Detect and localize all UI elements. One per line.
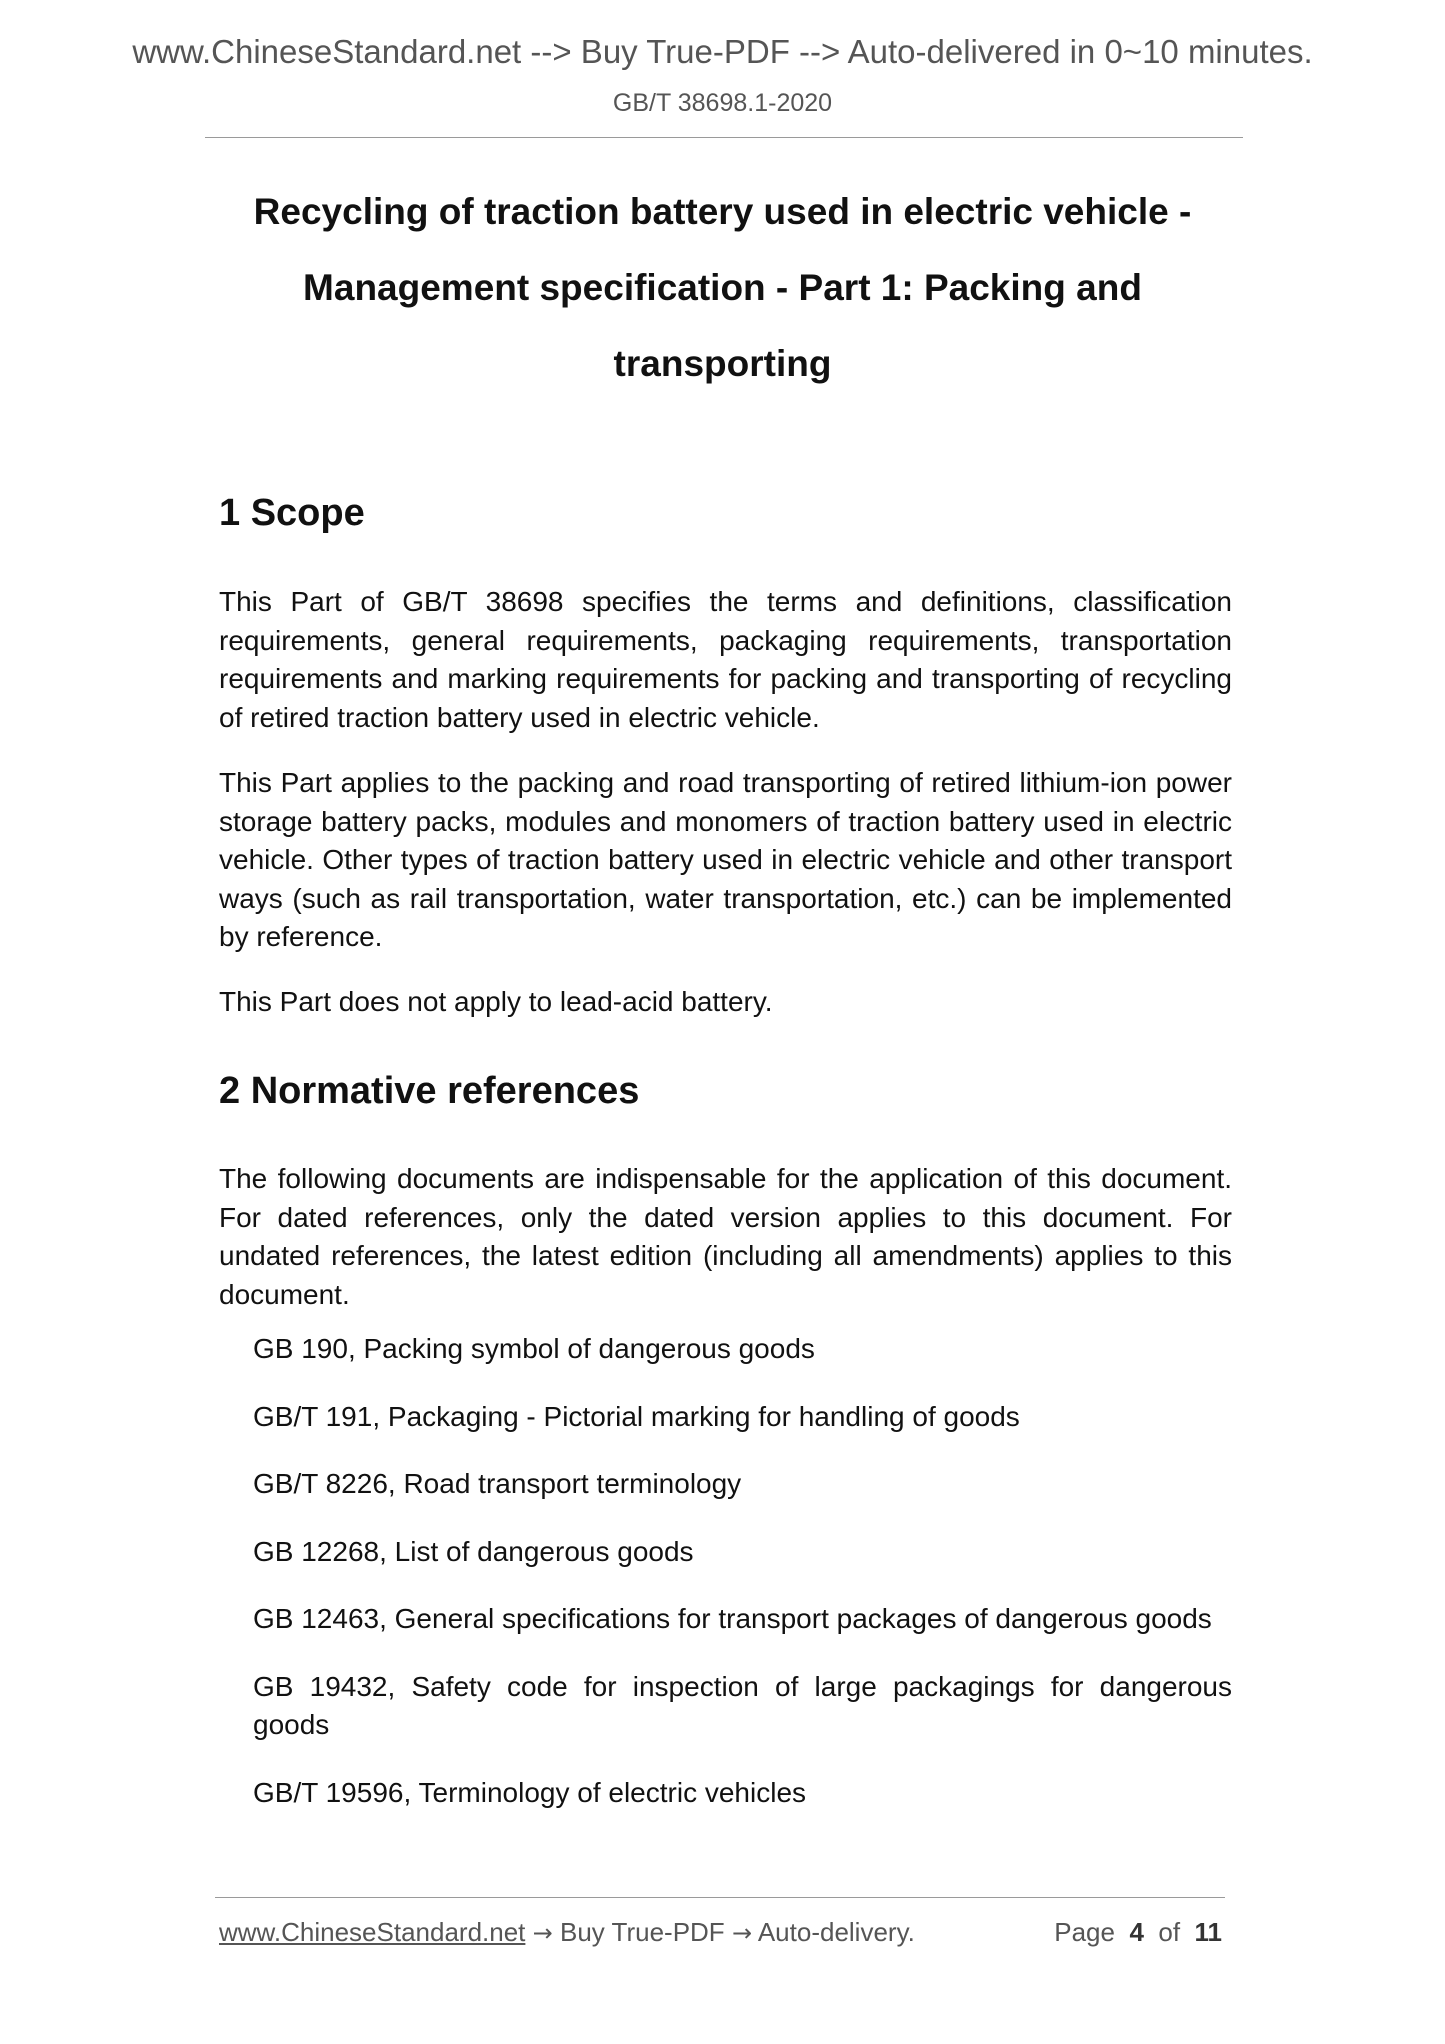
title-line-2: Management specification - Part 1: Packing and <box>303 267 1142 308</box>
footer-promo <box>219 1917 915 1947</box>
footer-divider <box>215 1897 1225 1898</box>
reference-item: GB 190, Packing symbol of dangerous goods <box>253 1333 815 1364</box>
title-line-3: transporting <box>613 343 832 384</box>
footer-site-link[interactable]: www.ChineseStandard.net <box>219 1917 526 1947</box>
reference-item: GB/T 8226, Road transport terminology <box>253 1468 742 1499</box>
page-number: 4 <box>1129 1917 1144 1947</box>
reference-item: GB 12463, General specifications for transport packages of dangerous goods <box>253 1603 1212 1634</box>
normative-references-intro: The following documents are indispensable for the application of this document. For dated references, only the dated version applies to this document. For undated references, the latest edition (including all amendments) applies to this document. <box>219 1163 1232 1310</box>
reference-item: GB/T 191, Packaging - Pictorial marking for handling of goods <box>253 1400 1020 1432</box>
site-banner: www.ChineseStandard.net --> Buy True-PDF --> Auto-delivered in 0~10 minutes. <box>132 33 1313 70</box>
reference-item: GB 12268, List of dangerous goods <box>253 1535 694 1567</box>
scope-paragraph-2: This Part applies to the packing and road transporting of retired lithium-ion power storage battery packs, modules and monomers of traction battery used in electric vehicle. Other types of traction battery used in electric vehicle and other transport ways (such as rail transportation, water transportation, etc.) can be implemented by reference. <box>219 767 1232 952</box>
title-line-1: Recycling of traction battery used in electric vehicle - <box>253 191 1192 232</box>
reference-item: GB 19432, Safety code for inspection of large packagings for dangerous goods <box>253 1670 1232 1740</box>
page-footer <box>219 1915 1232 1950</box>
scope-paragraph-3: This Part does not apply to lead-acid battery. <box>219 986 773 1017</box>
scope-heading: 1 Scope <box>219 492 365 534</box>
document-number: GB/T 38698.1-2020 <box>612 89 833 117</box>
footer-delivery-text: Auto-delivery. <box>757 1917 915 1947</box>
arrow-right-icon: → <box>532 1919 553 1947</box>
footer-buy-text: Buy True-PDF <box>559 1917 725 1947</box>
page-total: 11 <box>1194 1917 1222 1947</box>
reference-item: GB/T 19596, Terminology of electric vehicles <box>253 1776 807 1808</box>
page-label: Page <box>1054 1917 1115 1947</box>
of-label: of <box>1158 1917 1181 1947</box>
scope-paragraph-1: This Part of GB/T 38698 specifies the terms and definitions, classification requirements, general requirements, packaging requirements, transportation requirements and marking requirements for packing and transporting of recycling of retired traction battery used in electric vehicle. <box>219 586 1232 733</box>
arrow-right-icon: → <box>731 1919 753 1947</box>
header-divider <box>205 137 1243 138</box>
document-title <box>160 174 1285 402</box>
reference-list <box>253 1330 1232 1841</box>
page-indicator <box>1054 1915 1222 1949</box>
normative-references-heading: 2 Normative references <box>219 1070 640 1112</box>
